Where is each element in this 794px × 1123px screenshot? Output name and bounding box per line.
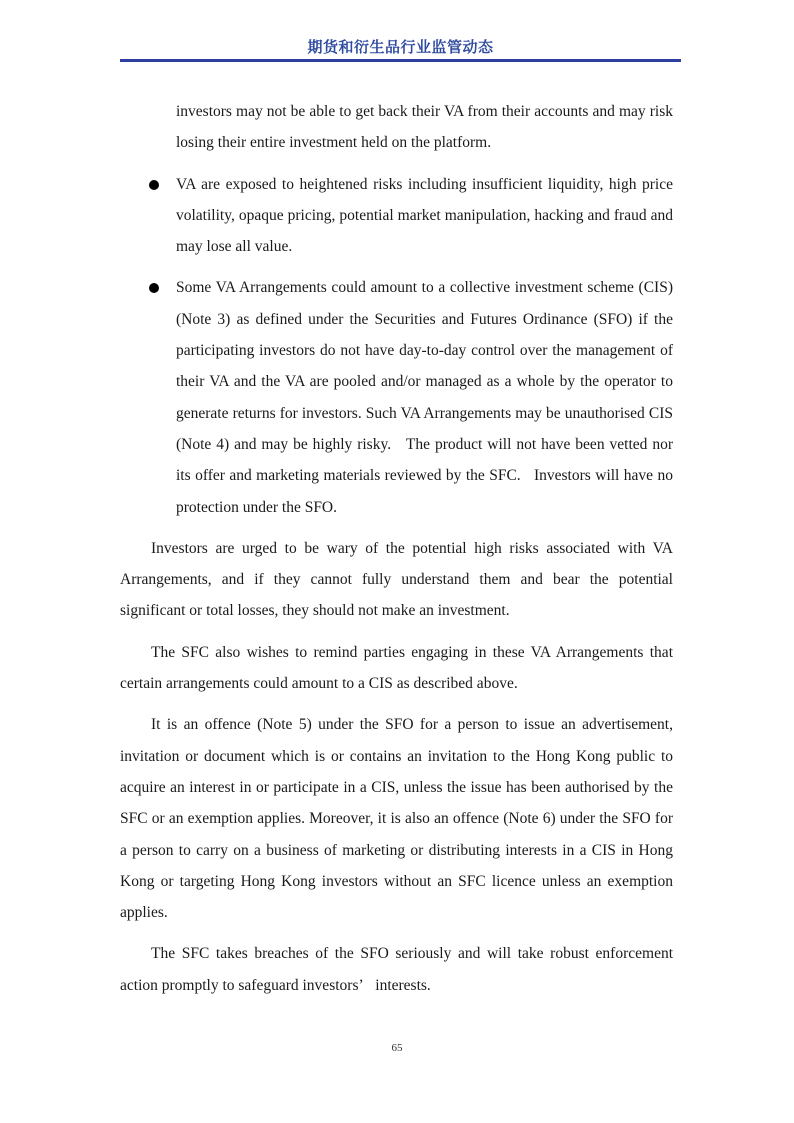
paragraph: The SFC takes breaches of the SFO seriously and will take robust enforcement action promptly to safeguard investors’ interests. <box>120 945 673 994</box>
paragraph: The SFC also wishes to remind parties engaging in these VA Arrangements that certain arrangements could amount to a CIS as described above. <box>120 643 673 693</box>
document-body <box>120 96 673 1011</box>
bullet-item <box>120 169 673 263</box>
bullet-dot-icon <box>120 169 176 263</box>
bullet-text: VA are exposed to heightened risks including insufficient liquidity, high price volatility, opaque pricing, potential market manipulation, hacking and fraud and may lose all value. <box>176 175 673 256</box>
paragraph: It is an offence (Note 5) under the SFO for a person to issue an advertisement, invitation or document which is or contains an invitation to the Hong Kong public to acquire an interest in or participate in a CIS, unless the issue has been authorised by the SFC or an exemption applies. Moreover, it is also an offence (Note 6) under the SFO for a person to carry on a business of marketing or distributing interests in a CIS in Hong Kong or targeting Hong Kong investors without an SFC licence unless an exemption applies. <box>120 716 673 922</box>
bullet-dot-icon <box>120 272 176 522</box>
page-number: 65 <box>391 1042 403 1054</box>
bullet-item <box>120 272 673 522</box>
bullet-text: Some VA Arrangements could amount to a collective investment scheme (CIS) (Note 3) as defined under the Securities and Futures Ordinance (SFO) if the participating investors do not have day-to-day control over the management of their VA and the VA are pooled and/or managed as a whole by the operator to generate returns for investors. Such VA Arrangements may be unauthorised CIS (Note 4) and may be highly risky. The product will not have been vetted nor its offer and marketing materials reviewed by the SFC. Investors will have no protection under the SFO. <box>176 279 673 516</box>
paragraph: Investors are urged to be wary of the potential high risks associated with VA Arrangements, and if they cannot fully understand them and bear the potential significant or total losses, they should not make an investment. <box>120 539 673 620</box>
continued-bullet-text: investors may not be able to get back their VA from their accounts and may risk losing their entire investment held on the platform. <box>176 103 673 152</box>
page-header-title: 期货和衍生品行业监管动态 <box>307 38 494 56</box>
header-divider <box>120 59 681 62</box>
